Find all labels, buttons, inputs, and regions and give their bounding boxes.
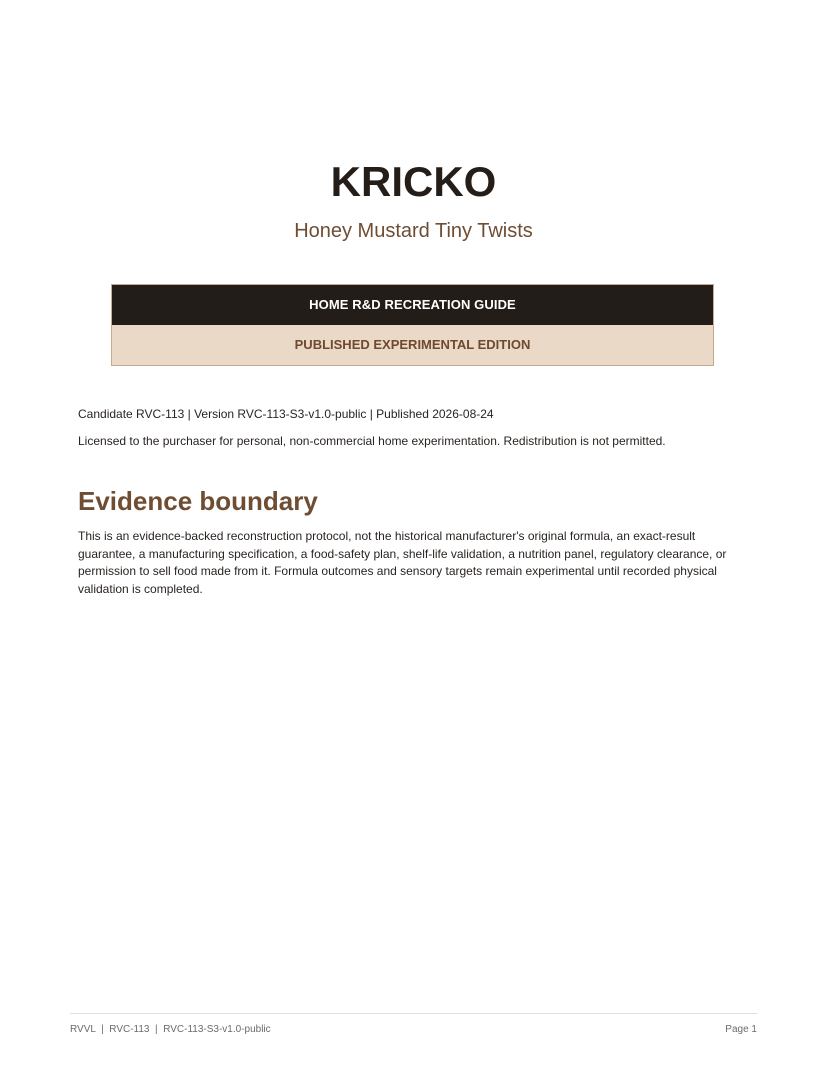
banner-secondary: PUBLISHED EXPERIMENTAL EDITION [112,325,713,365]
footer-document-id: RVVL | RVC-113 | RVC-113-S3-v1.0-public [70,1024,271,1035]
document-title: KRICKO [330,158,497,205]
document-subtitle: Honey Mustard Tiny Twists [294,220,533,242]
section-body: This is an evidence-backed reconstruction protocol, not the historical manufacturer's original formula, an exact-result guarantee, a manufacturing specification, a food-safety plan, shelf-life validation, a nutrition panel, regulatory clearance, or permission to sell food made from it. Formula outcomes and sensory targets remain experimental until recorded physical validation is completed. [78,529,727,596]
license-notice: Licensed to the purchaser for personal, non-commercial home experimentation. Redistribution is not permitted. [78,434,666,448]
banner-primary: HOME R&D RECREATION GUIDE [112,285,713,325]
edition-banner [111,284,714,366]
footer-divider [70,1013,757,1014]
publication-info: Candidate RVC-113 | Version RVC-113-S3-v1.0-public | Published 2026-08-24 [78,407,494,421]
section-heading: Evidence boundary [78,486,318,516]
footer-page-number: Page 1 [725,1024,757,1035]
